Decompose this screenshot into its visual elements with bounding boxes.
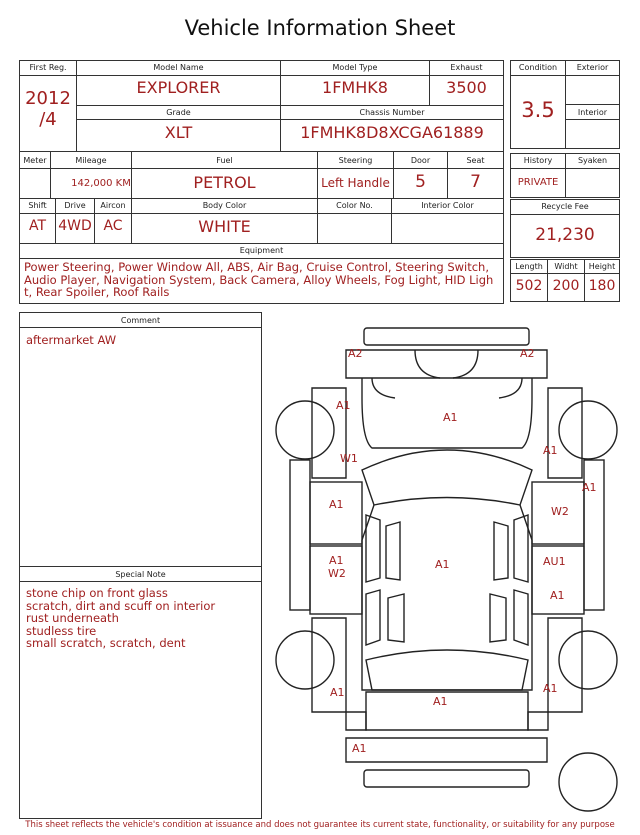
damage-mark-w2-right-window: W2 [551, 505, 569, 518]
label-door: Door [410, 156, 431, 165]
value-condition: 3.5 [521, 98, 555, 122]
value-door: 5 [415, 172, 426, 192]
label-drive: Drive [64, 201, 86, 210]
value-history: PRIVATE [517, 177, 559, 188]
value-length: 502 [515, 278, 543, 294]
label-height: Height [588, 262, 616, 271]
label-condition: Condition [518, 63, 558, 72]
value-height: 180 [588, 278, 616, 294]
label-shift: Shift [28, 201, 47, 210]
label-mileage: Mileage [75, 156, 107, 165]
value-special-note: stone chip on front glass scratch, dirt and scuff on interior rust underneath studless tire small scratch, scratch, dent [26, 586, 216, 650]
label-exhaust: Exhaust [450, 63, 483, 72]
value-model-name: EXPLORER [136, 78, 221, 97]
label-chassis-number: Chassis Number [359, 108, 425, 117]
value-equipment: Power Steering, Power Window All, ABS, Air Bag, Cruise Control, Steering Switch, Audio Player, Navigation System, Back Camera, Alloy Wheels, Fog Light, HID Light, Rear Spoiler, Roof Rails [24, 260, 494, 299]
damage-mark-a1-hood: A1 [443, 411, 458, 424]
damage-mark-a1-rear-bumper: A1 [352, 742, 367, 755]
value-fuel: PETROL [193, 173, 256, 192]
damage-mark-a1-rear-left-fender: A1 [330, 686, 345, 699]
value-first-reg: 2012 /4 [25, 88, 71, 130]
label-meter: Meter [23, 156, 47, 165]
value-seat: 7 [470, 172, 481, 192]
label-model-name: Model Name [153, 63, 204, 72]
damage-mark-a1-right-mirror: A1 [582, 481, 597, 494]
damage-mark-a2-right: A2 [520, 347, 535, 360]
label-color-no: Color No. [336, 201, 373, 210]
damage-mark-w2-rear-left-window: W2 [328, 567, 346, 580]
label-equipment: Equipment [239, 246, 284, 255]
value-mileage: 142,000 KM [71, 178, 131, 189]
label-special-note: Special Note [115, 570, 166, 579]
value-recycle-fee: 21,230 [535, 225, 595, 245]
label-first-reg: First Reg. [29, 63, 67, 72]
damage-mark-a1-front-right-fender: A1 [543, 444, 558, 457]
damage-mark-a1-front-left-fender: A1 [336, 399, 351, 412]
comment-box [20, 313, 262, 819]
label-interior: Interior [577, 108, 608, 117]
damage-mark-a1-rear-right-fender: A1 [543, 682, 558, 695]
label-width: Widht [554, 262, 578, 271]
label-length: Length [515, 262, 543, 271]
damage-mark-a1-front-left-door: A1 [329, 498, 344, 511]
value-body-color: WHITE [198, 217, 251, 236]
damage-mark-au1-rear-right-door: AU1 [543, 555, 566, 568]
label-steering: Steering [338, 156, 373, 165]
label-model-type: Model Type [332, 63, 378, 72]
label-aircon: Aircon [100, 201, 126, 210]
value-width: 200 [552, 278, 580, 294]
value-model-type: 1FMHK8 [322, 78, 388, 97]
value-chassis-number: 1FMHK8D8XCGA61889 [300, 123, 484, 142]
label-comment: Comment [120, 316, 161, 325]
value-comment: aftermarket AW [26, 333, 117, 347]
value-steering: Left Handle [321, 176, 390, 190]
value-aircon: AC [103, 218, 123, 234]
damage-mark-a1-rear-right-quarter: A1 [550, 589, 565, 602]
label-recycle-fee: Recycle Fee [541, 202, 589, 211]
damage-mark-a1-tailgate: A1 [433, 695, 448, 708]
damage-mark-a1-roof: A1 [435, 558, 450, 571]
value-exhaust: 3500 [446, 78, 487, 97]
label-grade: Grade [166, 108, 191, 117]
label-syaken: Syaken [577, 156, 608, 165]
page-title: Vehicle Information Sheet [184, 16, 456, 40]
label-interior-color: Interior Color [421, 201, 474, 210]
label-seat: Seat [466, 156, 485, 165]
value-shift: AT [28, 218, 47, 234]
footer-disclaimer: This sheet reflects the vehicle's condition at issuance and does not guarantee its current state, functionality, or suitability for any purpose [25, 820, 615, 830]
damage-mark-a1-rear-left-door: A1 [329, 554, 344, 567]
label-body-color: Body Color [202, 201, 247, 210]
value-drive: 4WD [58, 218, 92, 234]
value-grade: XLT [164, 123, 193, 142]
label-history: History [523, 156, 553, 165]
damage-mark-a2-left: A2 [348, 347, 363, 360]
label-fuel: Fuel [216, 156, 233, 165]
label-exterior: Exterior [576, 63, 609, 72]
damage-mark-w1-windshield: W1 [340, 452, 358, 465]
